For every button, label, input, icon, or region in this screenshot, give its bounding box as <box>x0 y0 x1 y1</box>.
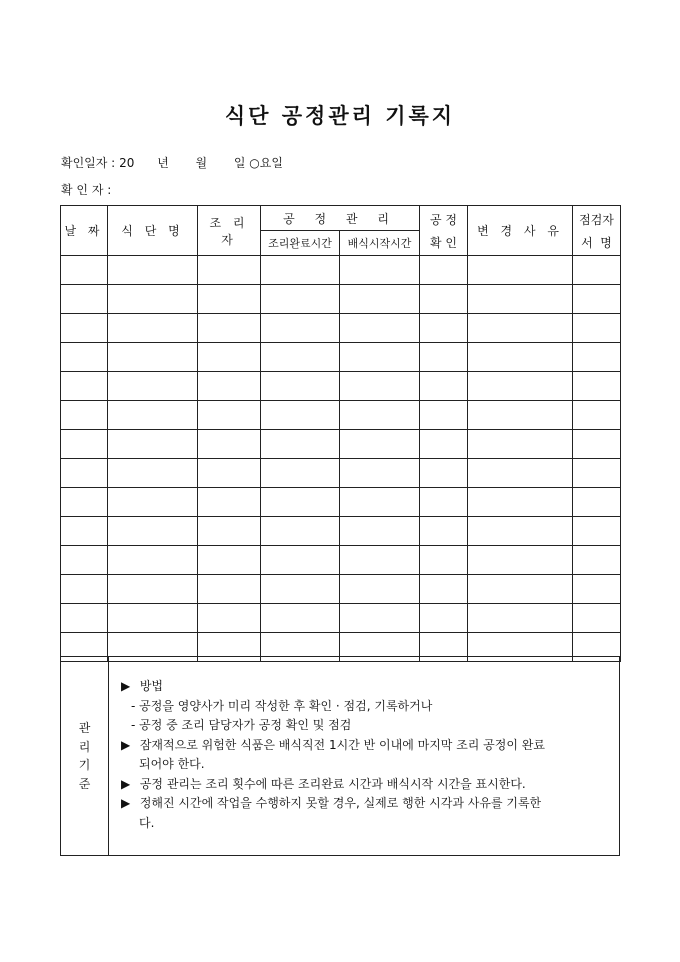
cell-serve-start-time[interactable] <box>340 488 420 517</box>
confirm-month-unit: 월 <box>195 156 208 170</box>
cell-cook-done-time[interactable] <box>261 575 340 604</box>
cell-cook-done-time[interactable] <box>261 256 340 285</box>
cell-menu[interactable] <box>108 459 198 488</box>
cell-cook-done-time[interactable] <box>261 488 340 517</box>
cell-process-check[interactable] <box>420 517 468 546</box>
cell-inspector-sign[interactable] <box>573 517 621 546</box>
cell-change-reason[interactable] <box>468 459 573 488</box>
page-title: 식단 공정관리 기록지 <box>224 103 456 128</box>
cell-inspector-sign[interactable] <box>573 401 621 430</box>
cell-change-reason[interactable] <box>468 488 573 517</box>
cell-cook[interactable] <box>198 256 261 285</box>
cell-process-check[interactable] <box>420 343 468 372</box>
cell-process-check[interactable] <box>420 604 468 633</box>
triangle-bullet-icon: ▶ <box>121 737 131 752</box>
cell-cook-done-time[interactable] <box>261 285 340 314</box>
triangle-bullet-icon: ▶ <box>121 679 131 693</box>
header-inspector-line1: 점검자 <box>579 212 614 227</box>
header-serve-start-time: 배식시작시간 <box>340 231 420 256</box>
header-process-management: 공 정 관 리 <box>261 206 420 231</box>
cell-cook-done-time[interactable] <box>261 401 340 430</box>
cell-inspector-sign[interactable] <box>573 372 621 401</box>
confirm-weekday: ○요일 <box>249 156 283 170</box>
cell-process-check[interactable] <box>420 459 468 488</box>
cell-cook-done-time[interactable] <box>261 343 340 372</box>
method-item: - 공정을 영양사가 미리 작성한 후 확인 · 점검, 기록하거나 <box>131 698 433 713</box>
criteria-label <box>61 657 109 855</box>
cell-cook[interactable] <box>198 546 261 575</box>
cell-cook[interactable] <box>198 372 261 401</box>
cell-process-check[interactable] <box>420 430 468 459</box>
header-inspector-line2: 서 명 <box>581 235 612 250</box>
cell-date[interactable] <box>61 546 108 575</box>
cell-cook-done-time[interactable] <box>261 604 340 633</box>
cell-process-check[interactable] <box>420 314 468 343</box>
cell-change-reason[interactable] <box>468 372 573 401</box>
cell-inspector-sign[interactable] <box>573 256 621 285</box>
cell-menu[interactable] <box>108 372 198 401</box>
cell-inspector-sign[interactable] <box>573 546 621 575</box>
cell-serve-start-time[interactable] <box>340 575 420 604</box>
cell-serve-start-time[interactable] <box>340 343 420 372</box>
cell-cook-done-time[interactable] <box>261 546 340 575</box>
table-row <box>61 517 621 546</box>
header-change-reason: 변 경 사 유 <box>468 206 573 256</box>
cell-change-reason[interactable] <box>468 285 573 314</box>
cell-inspector-sign[interactable] <box>573 575 621 604</box>
cell-process-check[interactable] <box>420 256 468 285</box>
cell-menu[interactable] <box>108 430 198 459</box>
cell-change-reason[interactable] <box>468 430 573 459</box>
cell-inspector-sign[interactable] <box>573 314 621 343</box>
rule-text-continued: 되어야 한다. <box>139 757 205 771</box>
cell-cook[interactable] <box>198 459 261 488</box>
cell-serve-start-time[interactable] <box>340 285 420 314</box>
cell-serve-start-time[interactable] <box>340 546 420 575</box>
confirm-year-unit: 년 <box>157 156 169 170</box>
cell-menu[interactable] <box>108 314 198 343</box>
cell-inspector-sign[interactable] <box>573 604 621 633</box>
cell-change-reason[interactable] <box>468 604 573 633</box>
criteria-label-char: 기 <box>78 758 91 772</box>
header-cook: 조 리 자 <box>198 206 261 256</box>
method-item-text: 공정을 영양사가 미리 작성한 후 확인 · 점검, 기록하거나 <box>139 698 433 713</box>
table-row <box>61 546 621 575</box>
confirmer-line <box>61 181 111 198</box>
confirmer-label: 확 인 자 : <box>61 183 112 197</box>
cell-date[interactable] <box>61 430 108 459</box>
cell-change-reason[interactable] <box>468 546 573 575</box>
header-cook-done-time: 조리완료시간 <box>261 231 340 256</box>
cell-date[interactable] <box>61 314 108 343</box>
cell-date[interactable] <box>61 401 108 430</box>
header-process-check-line1: 공 정 <box>430 212 457 227</box>
rule-text: 정해진 시간에 작업을 수행하지 못할 경우, 실제로 행한 시각과 사유를 기록한 <box>139 796 542 810</box>
table-row <box>61 604 621 633</box>
cell-serve-start-time[interactable] <box>340 459 420 488</box>
cell-date[interactable] <box>61 517 108 546</box>
cell-date[interactable] <box>61 604 108 633</box>
table-row <box>61 459 621 488</box>
table-row <box>61 430 621 459</box>
confirm-date-label: 확인일자 : <box>61 156 116 170</box>
cell-cook[interactable] <box>198 401 261 430</box>
cell-inspector-sign[interactable] <box>573 343 621 372</box>
cell-cook[interactable] <box>198 575 261 604</box>
cell-date[interactable] <box>61 575 108 604</box>
table-row <box>61 401 621 430</box>
triangle-bullet-icon: ▶ <box>121 796 131 810</box>
cell-process-check[interactable] <box>420 372 468 401</box>
cell-date[interactable] <box>61 343 108 372</box>
header-menu: 식 단 명 <box>108 206 198 256</box>
method-item: - 공정 중 조리 담당자가 공정 확인 및 점검 <box>131 718 352 732</box>
method-heading <box>121 677 611 697</box>
criteria-label-char: 관 <box>78 721 91 735</box>
table-row <box>61 372 621 401</box>
rule-item <box>121 736 611 756</box>
cell-cook[interactable] <box>198 285 261 314</box>
table-row <box>61 343 621 372</box>
cell-process-check[interactable] <box>420 488 468 517</box>
cell-serve-start-time[interactable] <box>340 256 420 285</box>
table-row <box>61 285 621 314</box>
cell-inspector-sign[interactable] <box>573 459 621 488</box>
method-title: 방법 <box>139 679 164 693</box>
confirm-year-prefix: 20 <box>119 156 135 170</box>
cell-menu[interactable] <box>108 488 198 517</box>
cell-change-reason[interactable] <box>468 401 573 430</box>
cell-serve-start-time[interactable] <box>340 314 420 343</box>
cell-process-check[interactable] <box>420 285 468 314</box>
cell-cook[interactable] <box>198 604 261 633</box>
rule-text-continued: 다. <box>139 815 155 830</box>
cell-inspector-sign[interactable] <box>573 488 621 517</box>
cell-menu[interactable] <box>108 343 198 372</box>
cell-cook[interactable] <box>198 343 261 372</box>
rule-item <box>121 794 611 814</box>
cell-menu[interactable] <box>108 575 198 604</box>
table-row <box>61 314 621 343</box>
cell-date[interactable] <box>61 488 108 517</box>
cell-cook-done-time[interactable] <box>261 430 340 459</box>
cell-cook[interactable] <box>198 430 261 459</box>
header-inspector <box>573 206 621 256</box>
cell-cook-done-time[interactable] <box>261 314 340 343</box>
header-date: 날 짜 <box>61 206 108 256</box>
confirm-day-unit: 일 <box>233 156 246 170</box>
rule-text: 잠재적으로 위험한 식품은 배식직전 1시간 반 이내에 마지막 조리 공정이 완료 <box>139 737 545 752</box>
cell-cook-done-time[interactable] <box>261 517 340 546</box>
cell-cook[interactable] <box>198 517 261 546</box>
cell-change-reason[interactable] <box>468 517 573 546</box>
cell-menu[interactable] <box>108 546 198 575</box>
cell-menu[interactable] <box>108 285 198 314</box>
cell-process-check[interactable] <box>420 546 468 575</box>
cell-cook-done-time[interactable] <box>261 372 340 401</box>
cell-cook-done-time[interactable] <box>261 459 340 488</box>
cell-menu[interactable] <box>108 604 198 633</box>
cell-date[interactable] <box>61 256 108 285</box>
cell-date[interactable] <box>61 459 108 488</box>
cell-change-reason[interactable] <box>468 343 573 372</box>
cell-menu[interactable] <box>108 517 198 546</box>
cell-menu[interactable] <box>108 256 198 285</box>
header-row-1 <box>61 206 621 231</box>
rule-item <box>121 775 611 795</box>
cell-date[interactable] <box>61 285 108 314</box>
process-log-table <box>60 205 621 662</box>
cell-change-reason[interactable] <box>468 314 573 343</box>
criteria-label-char: 준 <box>78 776 91 791</box>
criteria-body <box>121 677 611 833</box>
cell-inspector-sign[interactable] <box>573 430 621 459</box>
cell-serve-start-time[interactable] <box>340 604 420 633</box>
cell-change-reason[interactable] <box>468 575 573 604</box>
rule-text: 공정 관리는 조리 횟수에 따른 조리완료 시간과 배식시작 시간을 표시한다. <box>139 776 526 791</box>
criteria-label-char: 리 <box>78 739 91 754</box>
cell-date[interactable] <box>61 372 108 401</box>
cell-menu[interactable] <box>108 401 198 430</box>
cell-cook[interactable] <box>198 488 261 517</box>
cell-process-check[interactable] <box>420 401 468 430</box>
cell-process-check[interactable] <box>420 575 468 604</box>
cell-serve-start-time[interactable] <box>340 401 420 430</box>
cell-serve-start-time[interactable] <box>340 517 420 546</box>
management-criteria <box>60 656 620 856</box>
method-item-text: 공정 중 조리 담당자가 공정 확인 및 점검 <box>139 718 352 732</box>
cell-inspector-sign[interactable] <box>573 285 621 314</box>
table-row <box>61 256 621 285</box>
table-row <box>61 575 621 604</box>
cell-serve-start-time[interactable] <box>340 430 420 459</box>
cell-serve-start-time[interactable] <box>340 372 420 401</box>
header-process-check <box>420 206 468 256</box>
cell-cook[interactable] <box>198 314 261 343</box>
table-row <box>61 488 621 517</box>
header-process-check-line2: 확 인 <box>430 235 457 250</box>
confirm-date-line <box>61 154 283 171</box>
cell-change-reason[interactable] <box>468 256 573 285</box>
triangle-bullet-icon: ▶ <box>121 776 131 791</box>
